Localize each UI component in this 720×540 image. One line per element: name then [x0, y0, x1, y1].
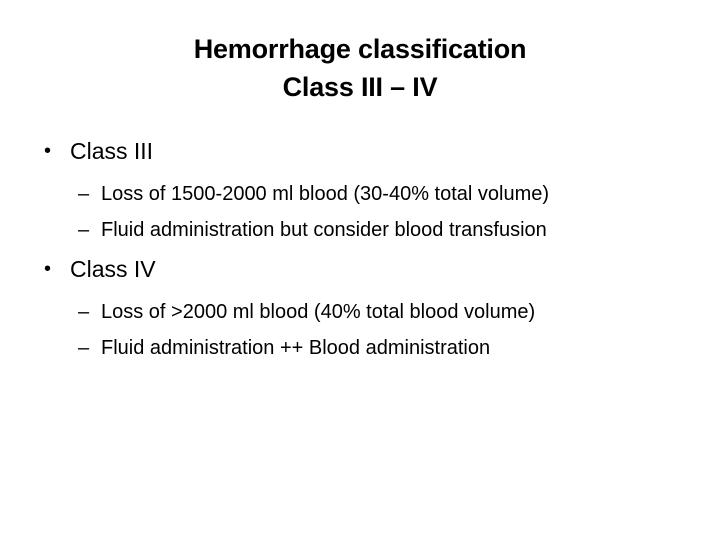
sub-bullet-item: [44, 296, 694, 328]
bullet-item: [44, 254, 694, 284]
bullet-text: Class IV: [70, 256, 156, 282]
sub-bullet-text: Fluid administration but consider blood transfusion: [101, 219, 547, 241]
bullet-text: Class III: [70, 138, 154, 164]
slide-title: [36, 30, 684, 106]
title-line-2: Class III – IV: [282, 72, 438, 102]
sub-bullet-text: Fluid administration ++ Blood administration: [101, 337, 491, 359]
slide-content: [44, 136, 694, 372]
dash-marker: –: [78, 183, 90, 205]
dash-marker: –: [78, 301, 90, 323]
sub-bullet-item: [44, 214, 694, 246]
bullet-marker: •: [44, 140, 52, 162]
section-class-iii: [44, 136, 694, 246]
sub-bullet-text: Loss of >2000 ml blood (40% total blood volume): [101, 301, 536, 323]
dash-marker: –: [78, 337, 90, 359]
bullet-marker: •: [44, 258, 52, 280]
sub-bullet-text: Loss of 1500-2000 ml blood (30-40% total volume): [101, 183, 550, 205]
title-line-1: Hemorrhage classification: [193, 34, 527, 64]
sub-bullet-item: [44, 332, 694, 364]
section-class-iv: [44, 254, 694, 364]
sub-bullet-item: [44, 178, 694, 210]
dash-marker: –: [78, 219, 90, 241]
bullet-item: [44, 136, 694, 166]
